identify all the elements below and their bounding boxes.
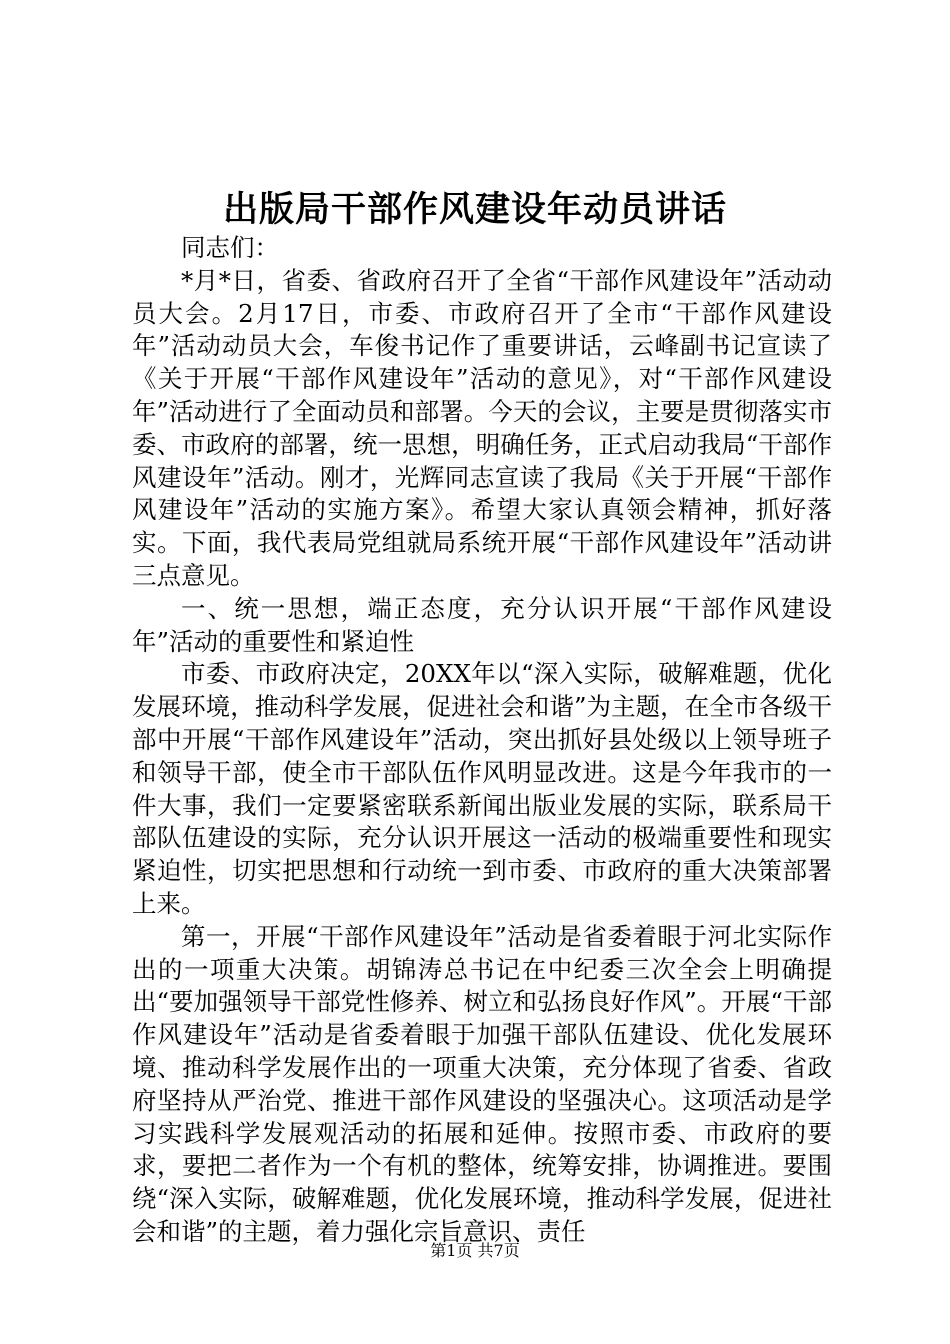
document-title: 出版局干部作风建设年动员讲话 — [222, 189, 727, 230]
page-number-footer: 第1页 共7页 — [430, 1241, 520, 1260]
body-paragraph: 第一，开展“干部作风建设年”活动是省委着眼于河北实际作出的一项重大决策。胡锦涛总书记在中纪委三次全会上明确提出“要加强领导干部党性修养、树立和弘扬良好作风”。开展“干部作风建设年”活动是省委着眼于加强干部队伍建设、优化发展环境、推动科学发展作出的一项重大决策，充分体现了省委、省政府坚持从严治党、推进干部作风建设的坚强决心。这项活动是学习实践科学发展观活动的拓展和延伸。按照市委、市政府的要求，要把二者作为一个有机的整体，统筹安排，协调推进。要围绕“深入实际，破解难题，优化发展环境，推动科学发展，促进社会和谐”的主题，着力强化宗旨意识、责任 — [132, 921, 832, 1246]
body-paragraph: 市委、市政府决定，20XX年以“深入实际，破解难题，优化发展环境，推动科学发展，促进社会和谐”为主题，在全市各级干部中开展“干部作风建设年”活动，突出抓好县处级以上领导班子和领导干部，使全市干部队伍作风明显改进。这是今年我市的一件大事，我们一定要紧密联系新闻出版业发展的实际，联系局干部队伍建设的实际，充分认识开展这一活动的极端重要性和现实紧迫性，切实把思想和行动统一到市委、市政府的重大决策部署上来。 — [132, 659, 832, 918]
document-body — [132, 232, 832, 1249]
section-heading: 一、统一思想，端正态度，充分认识开展“干部作风建设年”活动的重要性和紧迫性 — [132, 593, 832, 656]
body-paragraph: *月*日，省委、省政府召开了全省“干部作风建设年”活动动员大会。2月17日，市委、市政府召开了全市“干部作风建设年”活动动员大会，车俊书记作了重要讲话，云峰副书记宣读了《关于开展“干部作风建设年”活动的意见》，对“干部作风建设年”活动进行了全面动员和部署。今天的会议，主要是贯彻落实市委、市政府的部署，统一思想，明确任务，正式启动我局“干部作风建设年”活动。刚才，光辉同志宣读了我局《关于开展“干部作风建设年”活动的实施方案》。希望大家认真领会精神，抓好落实。下面，我代表局党组就局系统开展“干部作风建设年”活动讲三点意见。 — [132, 265, 832, 590]
salutation-paragraph: 同志们： — [181, 233, 279, 262]
